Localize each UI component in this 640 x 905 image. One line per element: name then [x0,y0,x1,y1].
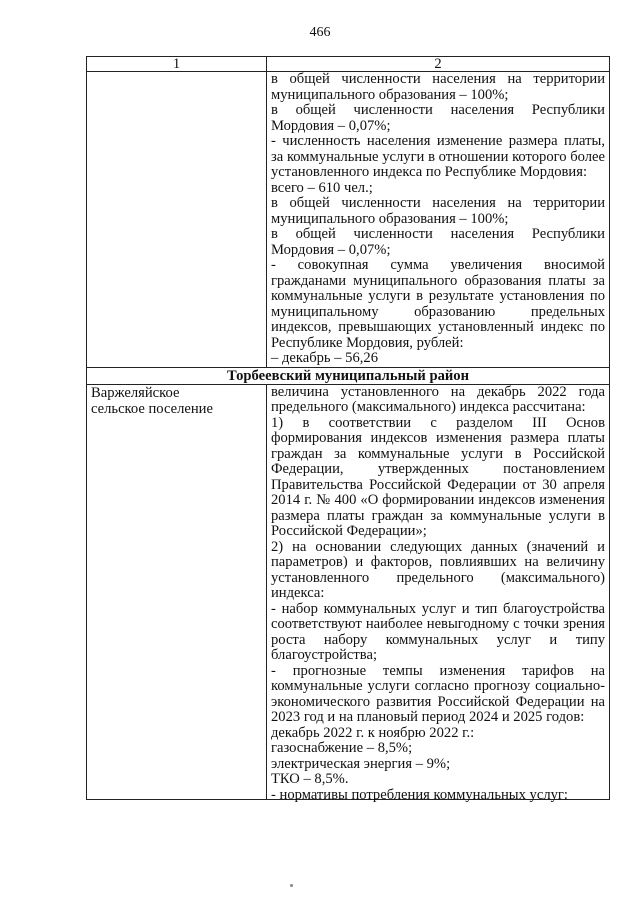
district-heading: Торбеевский муниципальный район [87,367,610,384]
page-number: 466 [309,25,331,40]
paragraph: газоснабжение – 8,5%; [271,740,413,756]
paragraph: ТКО – 8,5%. [271,771,349,787]
paragraph: в общей численности населения на территории муниципального образования – 100%; [271,195,605,227]
settlement-name-line: Варжеляйское [91,384,180,401]
column-header-2: 2 [267,57,610,72]
settlement-name-line: сельское поселение [91,400,213,417]
paragraph: - прогнозные темпы изменения тарифов на коммунальные услуги согласно прогнозу социально-экономического развития Российской Федерации на 2023 год и на плановый период 2024 и 2025 годов: [271,662,605,725]
paragraph: - численность населения изменение размера платы, за коммунальные услуги в отношении которого более установленного индекса по Республике Мордовия: [271,133,605,180]
indicators-cell [267,72,610,368]
paragraph: в общей численности населения Республики Мордовия – 0,07%; [271,226,605,258]
table-row-continued [87,72,610,368]
paragraph: - нормативы потребления коммунальных услуг: [271,786,568,803]
paragraph: 1) в соответствии с разделом III Основ формирования индексов изменения размера платы граждан за коммунальные услуги в Российской Федерации, утвержденных постановлением Правительства Российской Федерации от 30 апреля 2014 г. № 400 «О формировании индексов изменения размера платы граждан за коммунальные услуги в Российской Федерации»; [271,414,605,539]
district-heading-row [87,367,610,384]
column-header-1: 1 [87,57,267,72]
settlement-details-cell [267,383,610,803]
paragraph: – декабрь – 56,26 [271,350,379,366]
paragraph: - совокупная сумма увеличения вносимой гражданами муниципального образования платы за коммунальные услуги в результате установления по муниципальному образованию предельных индексов, превышающих установленный индекс по Республике Мордовия, рублей: [271,257,605,351]
scan-speck [290,884,293,887]
paragraph: величина установленного на декабрь 2022 года предельного (максимального) индекса рассчитана: [271,383,605,415]
table-row-settlement [87,384,610,800]
empty-name-cell [87,72,267,368]
paragraph: в общей численности населения Республики Мордовия – 0,07%; [271,102,605,134]
paragraph: в общей численности населения на территории муниципального образования – 100%; [271,71,605,103]
paragraph: - набор коммунальных услуг и тип благоустройства соответствуют наиболее невыгодному с точки зрения роста набору коммунальных услуг и типу благоустройства; [271,600,605,663]
document-table [86,56,610,803]
paragraph: электрическая энергия – 9%; [271,755,451,772]
paragraph: 2) на основании следующих данных (значений и параметров) и факторов, повлиявших на величину установленного предельного (максимального) индекса: [271,538,605,601]
settlement-name-cell [87,384,267,800]
paragraph: декабрь 2022 г. к ноябрю 2022 г.: [271,724,475,741]
table-header-row [87,57,610,72]
paragraph: всего – 610 чел.; [271,179,373,196]
